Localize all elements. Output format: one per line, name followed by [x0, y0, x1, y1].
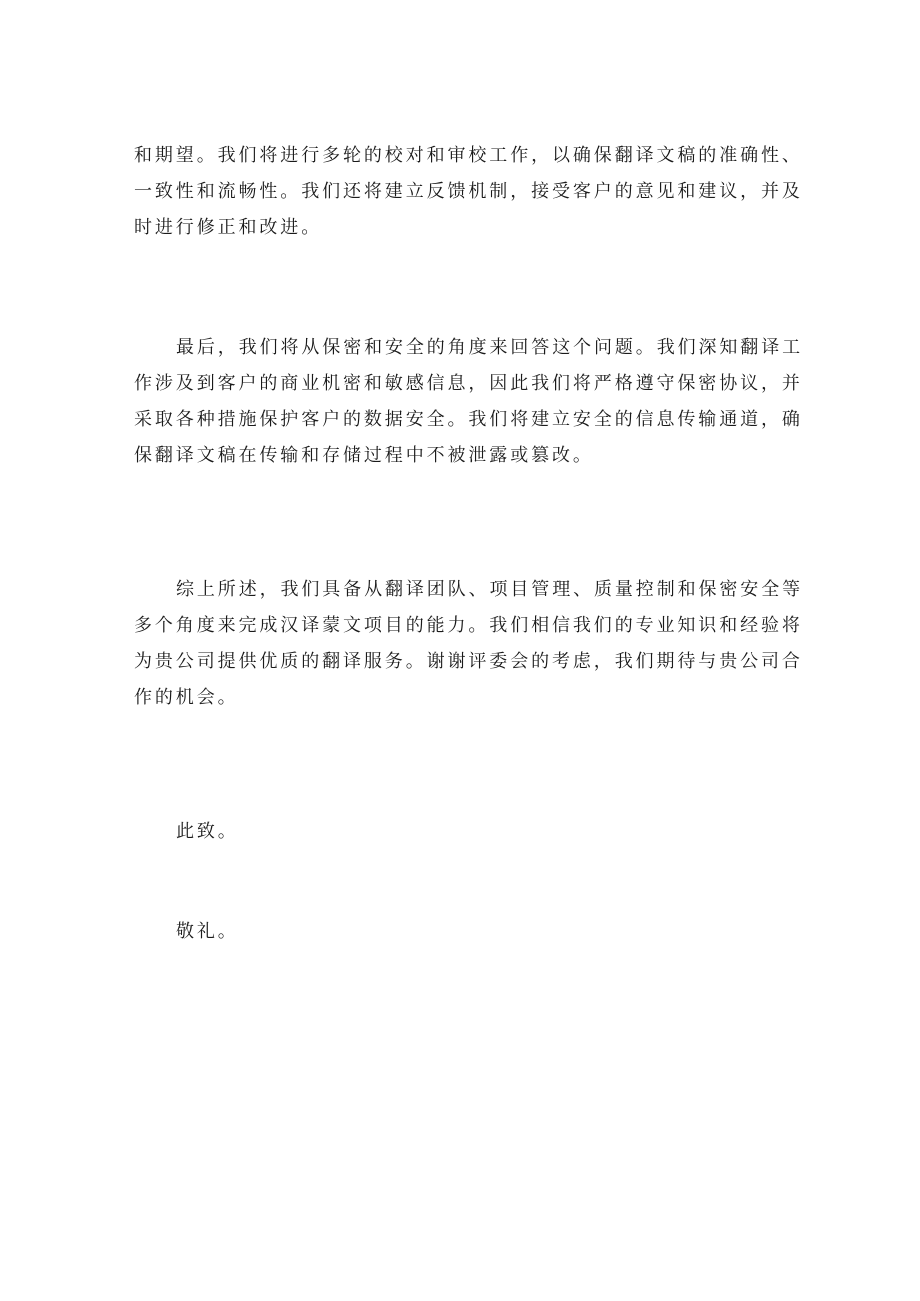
- text-line: 此致。: [176, 821, 239, 842]
- text-line: 综上所述，我们具备从翻译团队、项目管理、质量控制和保密安全等: [176, 579, 803, 600]
- paragraph-quality-review: [134, 138, 803, 246]
- closing-regards: [134, 914, 786, 950]
- text-line: 采取各种措施保护客户的数据安全。我们将建立安全的信息传输通道，确: [134, 409, 803, 430]
- paragraph-confidentiality: [134, 330, 803, 474]
- text-line: 作的机会。: [134, 687, 239, 708]
- text-line: 时进行修正和改进。: [134, 217, 323, 238]
- text-line: 一致性和流畅性。我们还将建立反馈机制，接受客户的意见和建议，并及: [134, 181, 803, 202]
- text-line: 保翻译文稿在传输和存储过程中不被泄露或篡改。: [134, 445, 594, 466]
- text-line: 为贵公司提供优质的翻译服务。谢谢评委会的考虑，我们期待与贵公司合: [134, 651, 803, 672]
- text-line: 作涉及到客户的商业机密和敏感信息，因此我们将严格遵守保密协议，并: [134, 373, 803, 394]
- text-line: 敬礼。: [176, 921, 239, 942]
- paragraph-summary: [134, 572, 803, 716]
- text-line: 最后，我们将从保密和安全的角度来回答这个问题。我们深知翻译工: [176, 337, 803, 358]
- text-line: 和期望。我们将进行多轮的校对和审校工作，以确保翻译文稿的准确性、: [134, 145, 803, 166]
- closing-salutation: [134, 814, 786, 850]
- text-line: 多个角度来完成汉译蒙文项目的能力。我们相信我们的专业知识和经验将: [134, 615, 803, 636]
